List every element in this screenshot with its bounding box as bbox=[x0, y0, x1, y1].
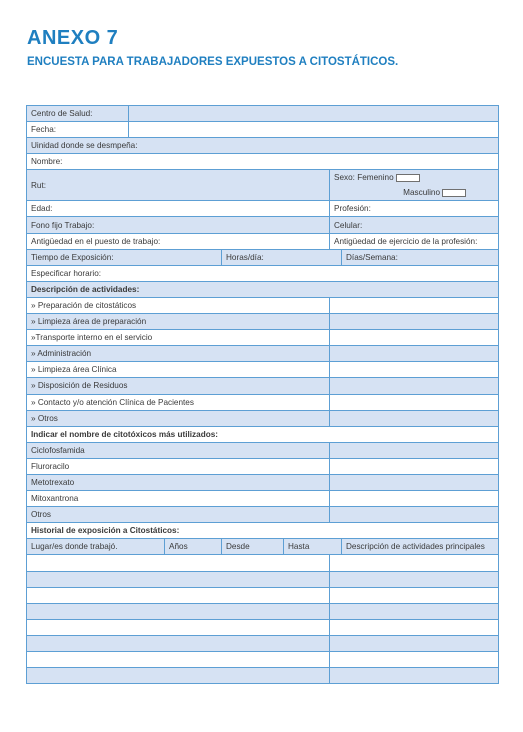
historial-row bbox=[27, 635, 499, 651]
actividad-answer[interactable] bbox=[330, 410, 499, 426]
actividad-row bbox=[27, 314, 499, 330]
form-row-unidad bbox=[27, 138, 499, 154]
femenino-checkbox[interactable] bbox=[396, 174, 420, 182]
horas-label: Horas/día: bbox=[226, 252, 264, 262]
historial-cell-right[interactable] bbox=[330, 587, 499, 603]
actividad-row bbox=[27, 378, 499, 394]
historial-col-hasta: Hasta bbox=[284, 539, 342, 555]
historial-col-lugar: Lugar/es donde trabajó. bbox=[27, 539, 165, 555]
antiguedad-profesion-label: Antigüedad de ejercicio de la profesión: bbox=[334, 236, 478, 246]
page-title: ANEXO 7 bbox=[27, 27, 119, 49]
form-row-horario bbox=[27, 265, 499, 281]
form-row-fecha bbox=[27, 122, 499, 138]
actividad-answer[interactable] bbox=[330, 314, 499, 330]
actividad-row bbox=[27, 362, 499, 378]
profesion-field[interactable] bbox=[330, 201, 499, 217]
nombre-label: Nombre: bbox=[31, 157, 63, 167]
actividad-label: »Transporte interno en el servicio bbox=[27, 330, 330, 346]
form-row-fono bbox=[27, 217, 499, 233]
actividad-label: » Preparación de citostáticos bbox=[27, 297, 330, 313]
form-row-rut bbox=[27, 170, 499, 201]
fecha-field[interactable] bbox=[129, 122, 499, 138]
historial-cell-left[interactable] bbox=[27, 619, 330, 635]
historial-row bbox=[27, 668, 499, 684]
historial-cell-right[interactable] bbox=[330, 635, 499, 651]
historial-heading: Historial de exposición a Citostáticos: bbox=[27, 523, 499, 539]
historial-row bbox=[27, 555, 499, 571]
citotoxico-label: Mitoxantrona bbox=[27, 491, 330, 507]
citotoxico-label: Otros bbox=[27, 507, 330, 523]
form-row-centro bbox=[27, 106, 499, 122]
survey-form bbox=[26, 105, 499, 684]
rut-label: Rut: bbox=[31, 180, 47, 190]
historial-cell-left[interactable] bbox=[27, 587, 330, 603]
actividad-row bbox=[27, 330, 499, 346]
historial-cell-right[interactable] bbox=[330, 652, 499, 668]
actividades-heading-row bbox=[27, 281, 499, 297]
form-row-tiempo bbox=[27, 249, 499, 265]
historial-col-anos: Años bbox=[165, 539, 222, 555]
historial-cell-left[interactable] bbox=[27, 635, 330, 651]
citotoxico-row bbox=[27, 442, 499, 458]
historial-cell-right[interactable] bbox=[330, 668, 499, 684]
antiguedad-puesto-field[interactable] bbox=[27, 233, 330, 249]
sexo-femenino-label: Sexo: Femenino bbox=[334, 173, 394, 183]
historial-heading-row bbox=[27, 523, 499, 539]
actividad-label: » Administración bbox=[27, 346, 330, 362]
historial-cell-right[interactable] bbox=[330, 603, 499, 619]
historial-row bbox=[27, 619, 499, 635]
actividad-label: » Contacto y/o atención Clínica de Pacientes bbox=[27, 394, 330, 410]
actividad-row bbox=[27, 297, 499, 313]
edad-field[interactable] bbox=[27, 201, 330, 217]
historial-cell-left[interactable] bbox=[27, 603, 330, 619]
sexo-field bbox=[330, 170, 499, 201]
page-subtitle: ENCUESTA PARA TRABAJADORES EXPUESTOS A CITOSTÁTICOS. bbox=[27, 56, 399, 68]
citotoxico-answer[interactable] bbox=[330, 442, 499, 458]
actividad-answer[interactable] bbox=[330, 394, 499, 410]
unidad-field[interactable] bbox=[27, 138, 499, 154]
dias-label: Días/Semana: bbox=[346, 252, 398, 262]
actividad-label: » Otros bbox=[27, 410, 330, 426]
actividad-label: » Limpieza área Clínica bbox=[27, 362, 330, 378]
actividad-answer[interactable] bbox=[330, 346, 499, 362]
actividad-row bbox=[27, 346, 499, 362]
historial-cell-left[interactable] bbox=[27, 555, 330, 571]
citotoxico-label: Fluroracilo bbox=[27, 458, 330, 474]
fecha-label: Fecha: bbox=[27, 122, 129, 138]
actividad-label: » Disposición de Residuos bbox=[27, 378, 330, 394]
celular-label: Celular: bbox=[334, 220, 363, 230]
dias-field[interactable] bbox=[342, 249, 499, 265]
historial-row bbox=[27, 587, 499, 603]
historial-cell-right[interactable] bbox=[330, 555, 499, 571]
celular-field[interactable] bbox=[330, 217, 499, 233]
centro-field[interactable] bbox=[129, 106, 499, 122]
historial-cell-right[interactable] bbox=[330, 619, 499, 635]
actividad-answer[interactable] bbox=[330, 330, 499, 346]
fono-label: Fono fijo Trabajo: bbox=[31, 220, 95, 230]
masculino-checkbox[interactable] bbox=[442, 189, 466, 197]
profesion-label: Profesión: bbox=[334, 204, 371, 214]
citotoxico-row bbox=[27, 507, 499, 523]
citotoxico-row bbox=[27, 458, 499, 474]
actividad-answer[interactable] bbox=[330, 297, 499, 313]
citotoxico-answer[interactable] bbox=[330, 507, 499, 523]
tiempo-field[interactable] bbox=[27, 249, 222, 265]
citotoxico-row bbox=[27, 474, 499, 490]
historial-row bbox=[27, 652, 499, 668]
rut-field[interactable] bbox=[27, 170, 330, 201]
actividad-row bbox=[27, 410, 499, 426]
actividad-answer[interactable] bbox=[330, 378, 499, 394]
unidad-label: Uinidad donde se desmpeña: bbox=[31, 141, 138, 151]
citotoxico-answer[interactable] bbox=[330, 491, 499, 507]
citotoxico-answer[interactable] bbox=[330, 458, 499, 474]
citotoxico-label: Ciclofosfamida bbox=[27, 442, 330, 458]
historial-col-desde: Desde bbox=[222, 539, 284, 555]
form-row-antiguedad bbox=[27, 233, 499, 249]
horas-field[interactable] bbox=[222, 249, 342, 265]
historial-cell-left[interactable] bbox=[27, 668, 330, 684]
actividad-label: » Limpieza área de preparación bbox=[27, 314, 330, 330]
tiempo-label: Tiempo de Exposición: bbox=[31, 252, 114, 262]
actividad-row bbox=[27, 394, 499, 410]
citotoxico-answer[interactable] bbox=[330, 474, 499, 490]
citotoxicos-heading: Indicar el nombre de citotóxicos más utilizados: bbox=[27, 426, 499, 442]
citotoxico-row bbox=[27, 491, 499, 507]
historial-cell-right[interactable] bbox=[330, 571, 499, 587]
antiguedad-puesto-label: Antigüedad en el puesto de trabajo: bbox=[31, 236, 161, 246]
centro-label: Centro de Salud: bbox=[27, 106, 129, 122]
citotoxico-label: Metotrexato bbox=[27, 474, 330, 490]
historial-row bbox=[27, 603, 499, 619]
historial-cell-left[interactable] bbox=[27, 652, 330, 668]
fono-field[interactable] bbox=[27, 217, 330, 233]
historial-cell-left[interactable] bbox=[27, 571, 330, 587]
actividades-heading: Descripción de actividades: bbox=[27, 281, 499, 297]
masculino-label: Masculino bbox=[403, 188, 441, 198]
horario-label: Especificar horario: bbox=[31, 268, 102, 278]
form-row-edad bbox=[27, 201, 499, 217]
citotoxicos-heading-row bbox=[27, 426, 499, 442]
historial-col-descripcion: Descripción de actividades principales bbox=[342, 539, 499, 555]
nombre-field[interactable] bbox=[27, 154, 499, 170]
edad-label: Edad: bbox=[31, 204, 53, 214]
horario-field[interactable] bbox=[27, 265, 499, 281]
form-row-nombre bbox=[27, 154, 499, 170]
historial-header-row bbox=[27, 539, 499, 555]
actividad-answer[interactable] bbox=[330, 362, 499, 378]
historial-row bbox=[27, 571, 499, 587]
antiguedad-profesion-field[interactable] bbox=[330, 233, 499, 249]
